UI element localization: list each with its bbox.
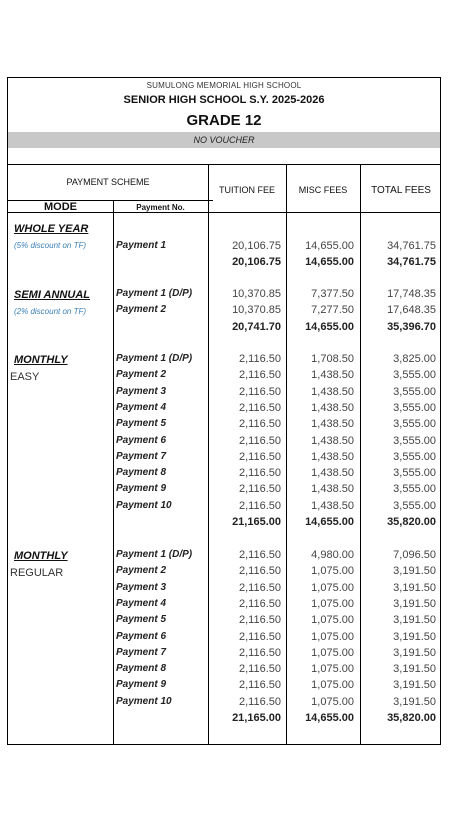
payment-label: Payment 5 [116, 614, 167, 626]
payment-no-header: Payment No. [136, 203, 185, 212]
table-row [8, 287, 440, 302]
subtotal-total: 34,761.75 [387, 256, 436, 269]
table-row [8, 303, 440, 318]
table-row [8, 695, 440, 710]
tuition-cell: 2,116.50 [238, 549, 281, 561]
misc-cell: 1,075.00 [311, 614, 354, 627]
tuition-cell: 2,116.50 [238, 418, 281, 431]
tuition-cell: 2,116.50 [238, 467, 281, 480]
total-cell: 3,555.00 [393, 385, 436, 398]
misc-cell: 7,277.50 [311, 304, 354, 317]
tuition-cell: 2,116.50 [238, 369, 281, 382]
total-cell: 3,191.50 [393, 630, 436, 643]
table-row [8, 434, 440, 449]
subtotal-row [8, 255, 440, 270]
total-cell: 3,191.50 [393, 663, 436, 676]
subtotal-misc: 14,655.00 [305, 256, 354, 269]
total-cell: 3,555.00 [393, 450, 436, 463]
payment-label: Payment 7 [116, 646, 167, 658]
mode-monthly-easy: MONTHLY [14, 354, 68, 366]
total-cell: 3,555.00 [393, 499, 436, 512]
grade-title: GRADE 12 [186, 112, 262, 129]
tuition-cell: 2,116.50 [238, 630, 281, 643]
payment-label: Payment 8 [116, 663, 167, 675]
mode-monthly-easy-sub: EASY [10, 371, 40, 383]
subtotal-misc: 14,655.00 [305, 516, 354, 528]
tuition-cell: 2,116.50 [238, 565, 281, 578]
misc-cell: 1,708.50 [311, 353, 354, 365]
subtotal-total: 35,820.00 [387, 516, 436, 528]
misc-cell: 1,075.00 [311, 663, 354, 676]
mode-semi-annual: SEMI ANNUAL [14, 289, 90, 301]
total-cell: 3,191.50 [393, 614, 436, 627]
tuition-cell: 2,116.50 [238, 450, 281, 463]
total-cell: 3,555.00 [393, 483, 436, 496]
fee-table [7, 77, 441, 745]
subtotal-total: 35,820.00 [387, 712, 436, 724]
tuition-header: TUITION FEE [219, 185, 275, 195]
table-row [8, 678, 440, 693]
misc-cell: 1,438.50 [311, 483, 354, 496]
misc-cell: 1,438.50 [311, 467, 354, 480]
mode-whole-year-note: (5% discount on TF) [14, 241, 87, 250]
mode-header: MODE [44, 201, 77, 213]
misc-header: MISC FEES [298, 185, 348, 195]
subtotal-total: 35,396.70 [387, 320, 436, 333]
payment-label: Payment 10 [116, 695, 172, 707]
total-cell: 17,648.35 [387, 304, 436, 317]
misc-cell: 1,438.50 [311, 385, 354, 398]
misc-cell: 1,438.50 [311, 418, 354, 431]
total-cell: 3,191.50 [393, 597, 436, 610]
payment-label: Payment 1 [116, 240, 167, 251]
payment-label: Payment 10 [116, 499, 172, 511]
subtotal-tuition: 21,165.00 [232, 712, 281, 724]
payment-label: Payment 7 [116, 450, 167, 462]
total-cell: 7,096.50 [393, 549, 436, 561]
table-row [8, 581, 440, 596]
table-row [8, 466, 440, 481]
subtotal-row [8, 320, 440, 335]
misc-cell: 1,075.00 [311, 646, 354, 659]
total-cell: 3,191.50 [393, 695, 436, 708]
total-cell: 17,748.35 [387, 288, 436, 300]
misc-cell: 1,075.00 [311, 597, 354, 610]
tuition-cell: 2,116.50 [238, 679, 281, 692]
subtotal-tuition: 20,741.70 [232, 320, 281, 333]
subtotal-misc: 14,655.00 [305, 320, 354, 333]
table-row [8, 564, 440, 579]
tuition-cell: 2,116.50 [238, 581, 281, 594]
table-row [8, 499, 440, 514]
subtotal-tuition: 21,165.00 [232, 516, 281, 528]
table-row [8, 482, 440, 497]
school-subtitle: SENIOR HIGH SCHOOL S.Y. 2025-2026 [123, 94, 325, 106]
tuition-cell: 10,370.85 [232, 304, 281, 317]
total-cell: 3,191.50 [393, 565, 436, 578]
school-name: SUMULONG MEMORIAL HIGH SCHOOL [146, 81, 302, 90]
tuition-cell: 10,370.85 [232, 288, 281, 300]
total-header: TOTAL FEES [371, 185, 431, 196]
misc-cell: 1,075.00 [311, 679, 354, 692]
payment-label: Payment 2 [116, 369, 167, 381]
misc-cell: 1,075.00 [311, 630, 354, 643]
table-row [8, 646, 440, 661]
table-row [8, 597, 440, 612]
payment-label: Payment 2 [116, 565, 167, 577]
subtotal-row [8, 515, 440, 530]
total-cell: 34,761.75 [387, 240, 436, 252]
mode-whole-year: WHOLE YEAR [14, 223, 89, 235]
tuition-cell: 2,116.50 [238, 499, 281, 512]
misc-cell: 1,438.50 [311, 401, 354, 414]
table-row [8, 662, 440, 677]
tuition-cell: 2,116.50 [238, 663, 281, 676]
total-cell: 3,555.00 [393, 467, 436, 480]
mode-monthly-regular: MONTHLY [14, 550, 68, 562]
tuition-cell: 2,116.50 [238, 695, 281, 708]
tuition-cell: 2,116.50 [238, 597, 281, 610]
misc-cell: 1,075.00 [311, 565, 354, 578]
misc-cell: 1,075.00 [311, 581, 354, 594]
divider [8, 164, 440, 165]
table-row [8, 548, 440, 563]
misc-cell: 1,438.50 [311, 369, 354, 382]
subtotal-misc: 14,655.00 [305, 712, 354, 724]
tuition-cell: 2,116.50 [238, 614, 281, 627]
tuition-cell: 2,116.50 [238, 646, 281, 659]
table-row [8, 385, 440, 400]
misc-cell: 4,980.00 [311, 549, 354, 561]
total-cell: 3,555.00 [393, 434, 436, 447]
total-cell: 3,825.00 [393, 353, 436, 365]
tuition-cell: 20,106.75 [232, 240, 281, 252]
payment-label: Payment 1 (D/P) [116, 549, 193, 560]
table-row [8, 613, 440, 628]
payment-scheme-header: PAYMENT SCHEME [66, 177, 150, 187]
payment-label: Payment 2 [116, 304, 167, 316]
payment-label: Payment 6 [116, 434, 167, 446]
tuition-cell: 2,116.50 [238, 385, 281, 398]
subtotal-tuition: 20,106.75 [232, 256, 281, 269]
mode-semi-annual-note: (2% discount on TF) [14, 307, 87, 316]
table-row [8, 239, 440, 254]
misc-cell: 7,377.50 [311, 288, 354, 300]
total-cell: 3,555.00 [393, 369, 436, 382]
payment-label: Payment 9 [116, 679, 167, 691]
payment-label: Payment 1 (D/P) [116, 353, 193, 364]
total-cell: 3,191.50 [393, 581, 436, 594]
payment-label: Payment 8 [116, 467, 167, 479]
payment-label: Payment 3 [116, 385, 167, 397]
payment-label: Payment 5 [116, 418, 167, 430]
misc-cell: 1,438.50 [311, 450, 354, 463]
misc-cell: 1,438.50 [311, 434, 354, 447]
tuition-cell: 2,116.50 [238, 353, 281, 365]
misc-cell: 14,655.00 [305, 240, 354, 252]
payment-label: Payment 3 [116, 581, 167, 593]
payment-label: Payment 4 [116, 597, 167, 609]
payment-label: Payment 9 [116, 483, 167, 495]
tuition-cell: 2,116.50 [238, 401, 281, 414]
tuition-cell: 2,116.50 [238, 434, 281, 447]
tuition-cell: 2,116.50 [238, 483, 281, 496]
voucher-band: NO VOUCHER [8, 132, 440, 148]
table-row [8, 368, 440, 383]
payment-label: Payment 1 (D/P) [116, 288, 193, 299]
total-cell: 3,555.00 [393, 401, 436, 414]
total-cell: 3,191.50 [393, 679, 436, 692]
table-row [8, 630, 440, 645]
misc-cell: 1,438.50 [311, 499, 354, 512]
subtotal-row [8, 711, 440, 726]
misc-cell: 1,075.00 [311, 695, 354, 708]
payment-label: Payment 6 [116, 630, 167, 642]
table-row [8, 417, 440, 432]
mode-monthly-regular-sub: REGULAR [10, 567, 64, 579]
table-row [8, 450, 440, 465]
total-cell: 3,191.50 [393, 646, 436, 659]
total-cell: 3,555.00 [393, 418, 436, 431]
table-row [8, 401, 440, 416]
payment-label: Payment 4 [116, 401, 167, 413]
table-row [8, 352, 440, 367]
